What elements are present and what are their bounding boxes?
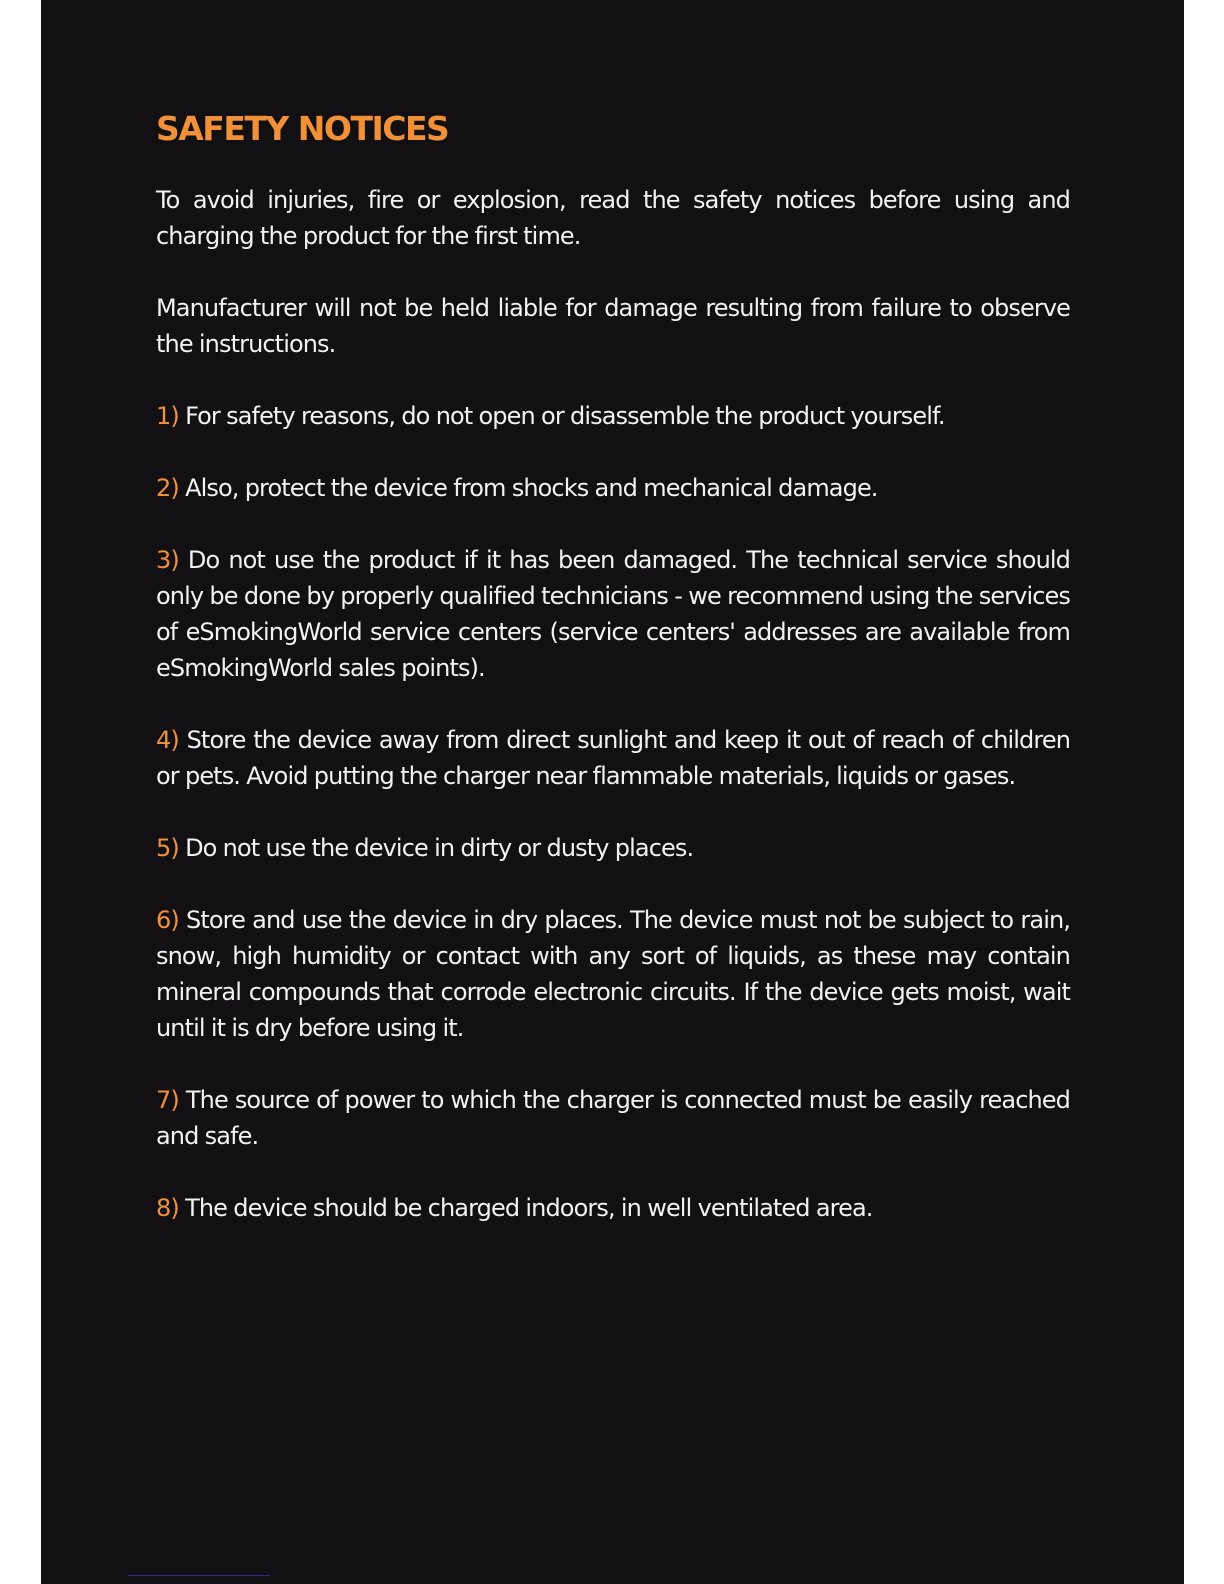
notice-number: 2) — [156, 474, 179, 502]
footer-link-underline — [128, 1575, 270, 1576]
notice-number: 1) — [156, 402, 179, 430]
notice-text: For safety reasons, do not open or disassemble the product yourself. — [185, 402, 945, 430]
notice-item — [156, 1082, 1070, 1154]
notice-number: 5) — [156, 834, 179, 862]
notice-item — [156, 722, 1070, 794]
notice-item — [156, 470, 1070, 506]
document-page — [41, 0, 1184, 1584]
notice-text: The source of power to which the charger is connected must be easily reached and safe. — [156, 1086, 1071, 1150]
intro-paragraph: To avoid injuries, fire or explosion, read the safety notices before using and charging the product for the first time. — [156, 186, 1070, 250]
safety-notices-section — [156, 108, 1070, 1262]
notice-text: Store and use the device in dry places. The device must not be subject to rain, snow, high humidity or contact with any sort of liquids, as these may contain mineral compounds that corrode electronic circuits. If the device gets moist, wait until it is dry before using it. — [156, 906, 1070, 1042]
notice-text: Do not use the device in dirty or dusty places. — [185, 834, 694, 862]
notice-number: 4) — [156, 726, 179, 754]
notice-number: 3) — [156, 546, 179, 574]
notice-number: 6) — [156, 906, 179, 934]
notice-number: 7) — [156, 1086, 179, 1114]
notice-text: Also, protect the device from shocks and mechanical damage. — [185, 474, 878, 502]
notice-item — [156, 902, 1070, 1046]
page-title: SAFETY NOTICES — [156, 109, 449, 148]
notice-text: Store the device away from direct sunlight and keep it out of reach of children or pets. Avoid putting the charger near flammable materials, liquids or gases. — [156, 726, 1071, 790]
notice-text: Do not use the product if it has been damaged. The technical service should only be done by properly qualified technicians - we recommend using the services of eSmokingWorld service centers (service centers' addresses are available from eSmokingWorld sales points). — [156, 546, 1070, 682]
notice-item — [156, 542, 1070, 686]
notice-number: 8) — [156, 1194, 179, 1222]
liability-paragraph: Manufacturer will not be held liable for damage resulting from failure to observe the instructions. — [156, 294, 1070, 358]
notice-text: The device should be charged indoors, in well ventilated area. — [185, 1194, 873, 1222]
notice-item — [156, 1190, 1070, 1226]
notice-item — [156, 398, 1070, 434]
notice-item — [156, 830, 1070, 866]
